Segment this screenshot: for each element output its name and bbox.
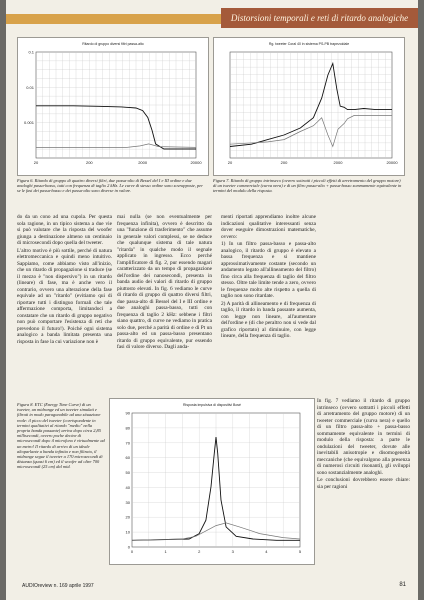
x-tick-label: 200 (280, 160, 288, 165)
x-tick-label: 2000 (333, 160, 343, 165)
y-tick-label: 10 (125, 529, 130, 535)
x-tick-label: 1 (164, 549, 167, 554)
x-tick-label: 2000 (138, 160, 148, 165)
y-tick-label: 40 (125, 484, 130, 490)
y-tick-label: 20 (125, 514, 130, 520)
page-number: 81 (399, 582, 406, 588)
figure-6-chart (18, 38, 208, 175)
paragraph: do da un cono ad una cupola. Per questa sola ragione, in un tipico sistema a due vie si può valutare che la risposta del woofer giunga a destinazione almeno un centinaio di microsecondi dopo quella del tweeter. (17, 214, 112, 246)
x-tick-label: 4 (265, 549, 268, 554)
y-tick-label: 90 (125, 410, 130, 416)
figure-7-plot (213, 37, 405, 176)
figure-8-title: Risposta impulsiva di dispositivi Bosé (183, 403, 241, 407)
y-tick-label: 70 (125, 440, 130, 446)
x-tick-label: 3 (231, 549, 234, 554)
figure-7-title: Rg. tweeter Coral 40 in sistema PS-PB trapezoidale (268, 42, 350, 46)
magazine-page (6, 0, 418, 600)
figure-8-plot (109, 398, 315, 565)
x-tick-label: 0 (130, 549, 134, 554)
paragraph: mai nulla (se non eventualmente per frequenza infinita), ovvero è descritto da una "funzione di trasferimento" che assume in generale valori complessi, se ne deduce che qualunque sistema di tale natura "ritarda" in qualche modo il segnale applicato in ingresso. Ecco perché l'amplificatore di fig. 2, pur essendo magari caratterizzato da un tempo di propagazione dell'ordine dei nanosecondi, presenta in banda audio dei valori di ritardo di gruppo piuttosto elevati. In fig. 6 vediamo le curve di ritardo di gruppo di quattro diversi filtri, due passa-alto di Bessel del I e III ordine e due analoghi passa-basso, tutti con frequenza di taglio 2 kHz: sebbene i filtri siano quattro, di curve ne vediamo in pratica solo due, perché a parità di ordine e di Pt un passa-alto ed un passa-basso presentano ritardo di gruppo equivalente, pur essendo fasi di valore diverso. Dagli anda- (117, 214, 212, 350)
x-tick-label: 20000 (190, 160, 202, 165)
text-column-2 (117, 214, 212, 352)
paragraph: menti riportati apprendiamo inoltre alcune indicazioni qualitative interessanti senza dover eseguire dimostrazioni matematiche, ovvero: (221, 214, 316, 240)
footer-magazine: AUDIOreview n. 169 aprile 1997 (22, 583, 94, 589)
figure-8-chart (110, 399, 314, 564)
x-tick-label: 20 (33, 160, 39, 165)
x-tick-label: 5 (298, 549, 302, 554)
x-tick-label: 20 (227, 160, 233, 165)
y-tick-label: 80 (125, 425, 130, 431)
y-tick-label: 60 (125, 455, 130, 461)
figure-7-chart (214, 38, 404, 175)
header-bar (6, 14, 221, 24)
figure-8-caption: Figura 8. ETC (Energy Time Curve) di un tweeter, un midrange ed un tweeter simulati e filtrati in modo paragonabile ad una situazione reale: il picco del tweeter (corrispondente in termini qualitativi al ritardo "medio" nella propria banda passante) arriva dopo circa 2,85 millisecondi, ovvero poche decine di microsecondi dopo il microfono è virtualmente ad un metro! Il ritardo di arrivo di un ideale altoparlante a banda infinita e non filtrato, il midrange segue il tweeter a 170 microsecondi di distanza (quasi 6 cm) ed il woofer ad oltre 700 microsecondi (25 cm) dal mid. (17, 402, 105, 470)
figure-7-caption: Figura 7. Ritardo di gruppo intrinseco (ovvero sottratti i piccoli effetti di arretramento del gruppo motore) di un tweeter commerciale (curva nera) e di un filtro passa-alto + passa-basso sommamente equivalente in termini del modulo della risposta. (213, 178, 402, 194)
x-tick-label: 2 (198, 549, 201, 554)
y-tick-label: 0.01 (26, 84, 34, 90)
running-title: Distorsioni temporali e reti di ritardo analogiche (221, 8, 418, 28)
y-tick-label: 0.1 (28, 49, 34, 55)
paragraph: In fig. 7 vediamo il ritardo di gruppo intrinseco (ovvero sottratti i piccoli effetti di arretramento del gruppo motore) di un tweeter commerciale (curva nera) e quello di un filtro passa-alto + passa-basso sommamente equivalente in termini di modulo della risposta: a parte le ondulazioni del tweeter, dovute alle inevitabili anisotropie e disomogeneità meccaniche (che equivalgono alla presenza di numerosi circuiti risonanti), gli sviluppi sono sostanzialmente analoghi. (317, 398, 410, 476)
figure-6-title: Ritardo di gruppo diversi filtri passa-alto (82, 42, 144, 46)
y-tick-label: 0.001 (23, 120, 34, 126)
x-tick-label: 20000 (386, 160, 398, 165)
text-column-3 (221, 214, 316, 341)
paragraph: 2) A parità di allineamento e di frequenza di taglio, il ritardo in banda passante aumenta, con legge non lineare, all'aumentare dell'ordine e (di che peraltro non si vede dal grafico riportato) al diminuire, con legge lineare, della frequenza di taglio. (221, 300, 316, 339)
paragraph: Le conclusioni dovrebbero essere chiare: sia per ragioni (317, 477, 410, 490)
paragraph: 1) In un filtro passa-basso e passa-alto analogico, il ritardo di gruppo è elevato a bassa frequenza e si mantiene approssimativamente costante (secondo un andamento legato all'allineamento del filtro) fino circa alla frequenza di taglio del filtro stesso. Oltre tale limite tende a zero, ovvero le frequenze molto alte rispetto a quella di taglio non sono ritardate. (221, 241, 316, 299)
y-tick-label: 50 (125, 470, 130, 476)
figure-6-caption: Figura 6. Ritardo di gruppo di quattro diversi filtri, due passa-alto di Bessel del I e III ordine e due analoghi passa-basso, tutti con frequenza di taglio 2 kHz. Le curve di stesso ordine sono sovrapposte, per se le fasi dei passa-basso e dei passa-alto sono diverse in valore. (17, 178, 203, 194)
y-tick-label: 30 (125, 499, 130, 505)
figure-6-plot (17, 37, 209, 176)
text-column-1 (17, 214, 112, 346)
x-tick-label: 200 (85, 160, 93, 165)
paragraph: L'altro motivo è più sottile, perché di natura elettromeccanica e quindi meno intuitivo. Sappiamo, come abbiamo visto all'inizio, che un ritardo di propagazione si traduce (se il mezzo è "non dispersivo") in un ritardo (lineare) di fase, ma è anche vero il contrario, ovvero una alterazione della fase equivale ad un "ritardo" (evitiamo qui di riportare tutti i distinguo formali che tale affermazione comporta, limitandoci a constatare che un ritardo di gruppo negativo non può comportare l'esistenza di reti che prevedono il futuro!). Poiché ogni sistema analogico a banda limitata presenta una risposta in fase la cui variazione non è (17, 247, 112, 345)
y-tick-label: 0 (127, 544, 130, 550)
text-column-4 (317, 398, 410, 491)
